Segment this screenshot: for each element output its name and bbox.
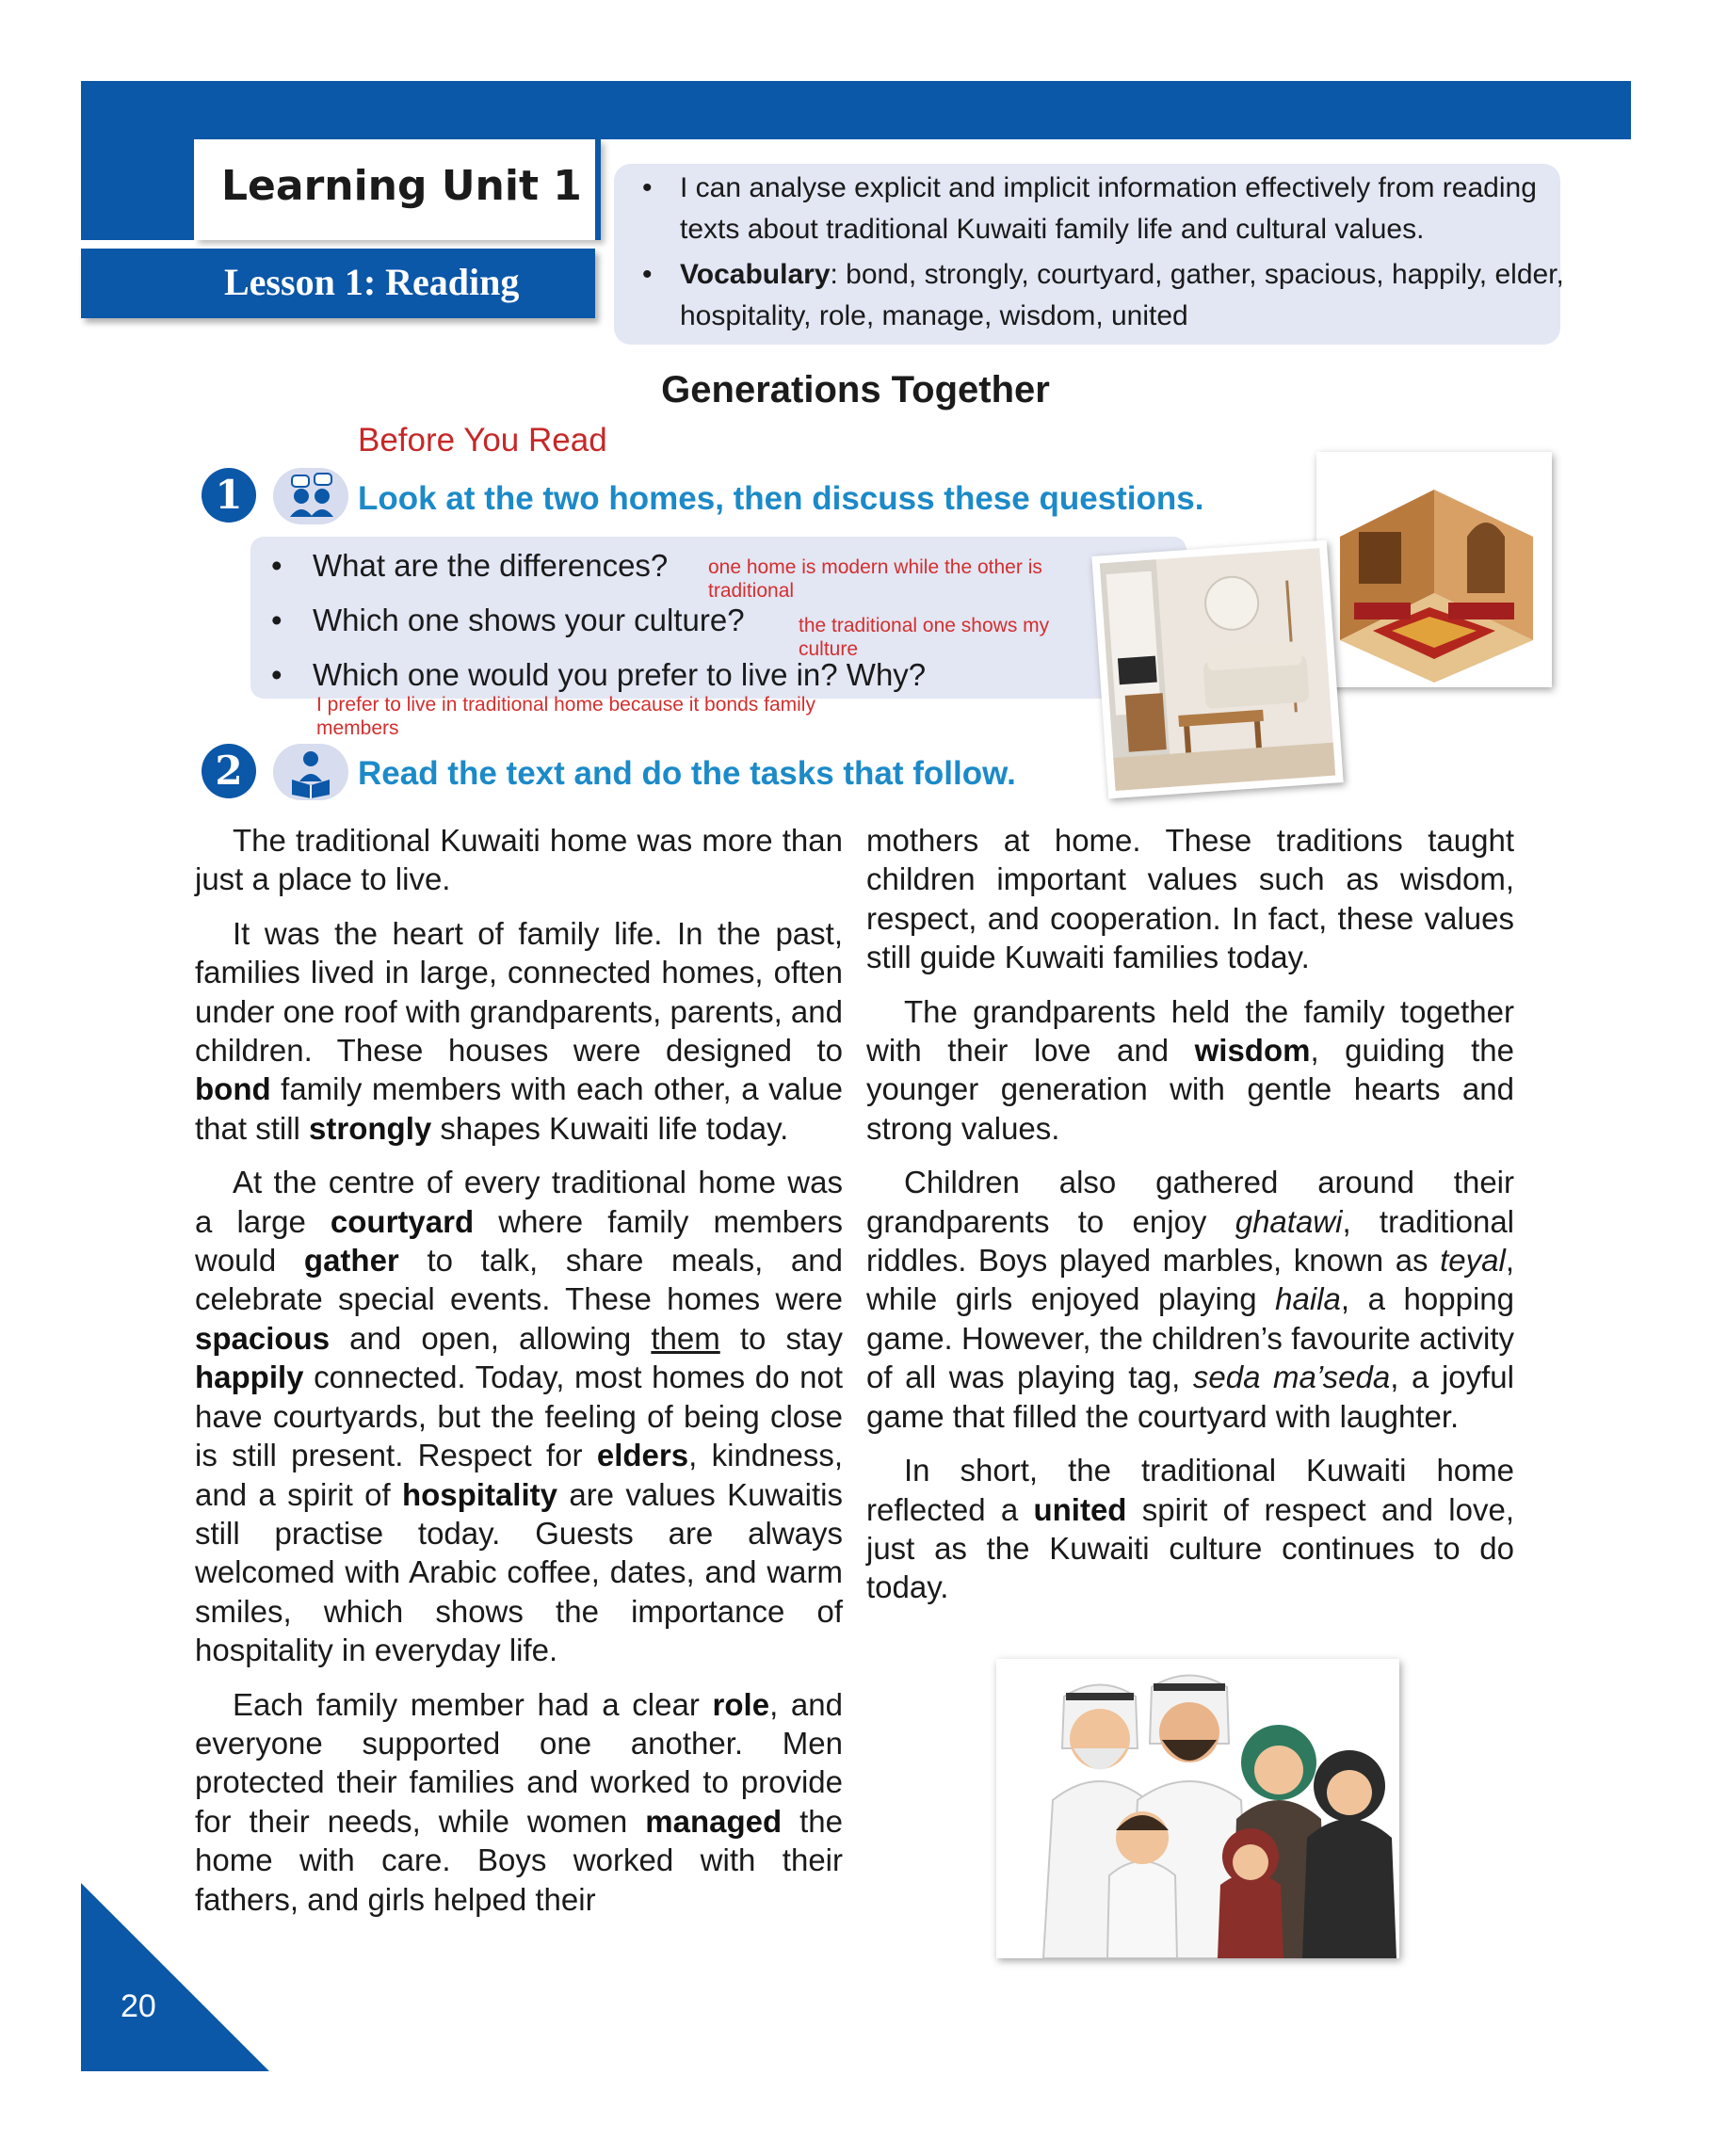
page-title: Generations Together bbox=[661, 369, 1050, 410]
vocab-word: bond bbox=[195, 1071, 271, 1107]
page-number: 20 bbox=[121, 1988, 156, 2024]
reading-paragraph: Children also gathered around their grandparents to enjoy ghatawi, traditional riddles. Boys played marbles, known as teyal, while girls enjoyed playing haila, a hopping game. However, the children’s favourite activity of all was playing tag, seda ma’seda, a joyful game that filled the courtyard with laughter. bbox=[866, 1165, 1514, 1434]
unit-title: Learning Unit 1 bbox=[221, 162, 582, 210]
reading-paragraph: Each family member had a clear role, and everyone supported one another. Men protected their families and worked to provide for their needs, while women managed the home with care. Boys worked with their fathers, and girls helped their bbox=[195, 1686, 843, 1917]
vocab-word: happily bbox=[195, 1360, 304, 1395]
reading-column-right bbox=[866, 821, 1514, 1622]
reading-paragraph: In short, the traditional Kuwaiti home reflected a united spirit of respect and love, just as the Kuwaiti culture continues to do today. bbox=[866, 1453, 1514, 1605]
before-you-read-heading: Before You Read bbox=[358, 422, 607, 459]
handwritten-answer: one home is modern while the other is traditional bbox=[708, 556, 1042, 602]
vocab-word: wisdom bbox=[1194, 1033, 1311, 1069]
underlined-word: them bbox=[651, 1320, 720, 1356]
vocab-word: role bbox=[712, 1686, 770, 1722]
vocab-word: elders bbox=[596, 1438, 689, 1473]
reading-paragraph: The grandparents held the family together with their love and wisdom, guiding the younger generation with gentle hearts and strong values. bbox=[866, 993, 1515, 1146]
task2-instruction: Read the text and do the tasks that follow. bbox=[358, 755, 1016, 792]
bullet-icon: • bbox=[642, 172, 653, 203]
reading-icon bbox=[273, 744, 348, 800]
objectives-panel: • I can analyse explicit and implicit information effectively from reading texts about traditional Kuwaiti family life and cultural values. • Vocabulary: bond, strongly, courtyard, gather, spacious, happily, elder, hospitality, role, manage, wisdom, united bbox=[614, 164, 1560, 345]
reading-paragraph: It was the heart of family life. In the past, families lived in large, connected homes, often under one roof with grandparents, parents, and children. These houses were designed to bond family members with each other, a value that still strongly shapes Kuwaiti life today. bbox=[195, 915, 843, 1146]
unit-side-bar bbox=[81, 139, 194, 240]
lesson-title: Lesson 1: Reading bbox=[224, 261, 520, 303]
vocab-word: spacious bbox=[195, 1320, 331, 1356]
modern-home-image bbox=[1091, 540, 1343, 799]
vocab-word: courtyard bbox=[330, 1203, 475, 1239]
vocab-word: managed bbox=[645, 1803, 783, 1839]
vocab-word: hospitality bbox=[401, 1476, 557, 1512]
task1-instruction: Look at the two homes, then discuss these questions. bbox=[358, 480, 1204, 517]
top-banner bbox=[81, 81, 1631, 139]
reading-paragraph: At the centre of every traditional home was a large courtyard where family members would gather to talk, share meals, and celebrate special events. These homes were spacious and open, allowing them to stay happily connected. Today, most homes do not have courtyards, but the feeling of being close is still present. Respect for elders, kindness, and a spirit of hospitality are values Kuwaitis still practise today. Guests are always welcomed with Arabic coffee, dates, and warm smiles, which shows the importance of hospitality in everyday life. bbox=[195, 1165, 844, 1668]
task-number-badge: 1 bbox=[202, 468, 256, 523]
vocab-word: united bbox=[1033, 1491, 1127, 1527]
traditional-home-image bbox=[1316, 452, 1552, 687]
vocab-word: gather bbox=[303, 1243, 399, 1279]
vocab-word: strongly bbox=[309, 1110, 432, 1146]
unit-box bbox=[195, 139, 601, 240]
handwritten-answer: I prefer to live in traditional home because it bonds family members bbox=[316, 694, 815, 739]
discussion-icon bbox=[273, 468, 348, 524]
vocabulary-list: : bond, strongly, courtyard, gather, spacious, happily, elder, hospitality, role, manage, wisdom, united bbox=[680, 259, 1564, 331]
page-corner-triangle bbox=[81, 1883, 269, 2071]
family-illustration bbox=[996, 1659, 1399, 1958]
reading-paragraph: The traditional Kuwaiti home was more than just a place to live. bbox=[195, 823, 843, 897]
reading-column-left bbox=[195, 821, 843, 1934]
reading-paragraph: mothers at home. These traditions taught children important values such as wisdom, respect, and cooperation. In fact, these values still guide Kuwaiti families today. bbox=[866, 823, 1514, 975]
lesson-banner bbox=[81, 249, 595, 318]
task-number-badge: 2 bbox=[202, 744, 256, 798]
bullet-icon: • bbox=[642, 259, 653, 290]
vocabulary-label: Vocabulary bbox=[680, 259, 831, 290]
handwritten-answer: the traditional one shows my culture bbox=[799, 615, 1050, 660]
